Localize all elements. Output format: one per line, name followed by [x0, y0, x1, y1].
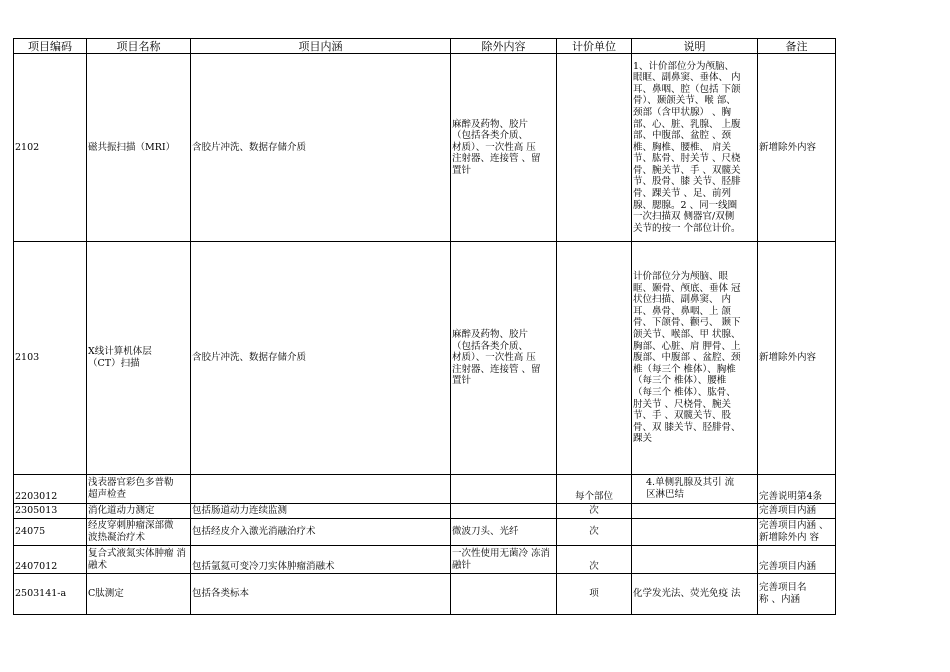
- header-name: 项目名称: [87, 39, 191, 54]
- cell-unit: 次: [557, 519, 632, 546]
- cell-note: 4.单侧乳腺及其引 流 区淋巴结: [632, 475, 758, 504]
- cell-content: 含胶片冲洗、数据存储介质: [191, 54, 451, 242]
- cell-excluded: 一次性使用无菌冷 冻消 融针: [451, 546, 557, 574]
- table-row: [14, 475, 836, 504]
- header-code: 项目编码: [14, 39, 87, 54]
- cell-excluded: [451, 574, 557, 615]
- table-header-row: [14, 39, 836, 54]
- cell-name: 经皮穿刺肿瘤深部微 波热凝治疗术: [87, 519, 191, 546]
- header-content: 项目内涵: [191, 39, 451, 54]
- cell-note: 1、计价部位分为颅脑、 眼眶、副鼻窦、垂体、 内 耳、鼻咽、腔（包括 下颌 骨）、颞颌关节、喉 部、 颈部（含甲状腺） 、胸 部、心、脏、乳腺、 上腹 部、中腹部、盆腔 、颈 椎、胸椎、腰椎、 肩关 节、肱骨、肘关节 、尺桡 骨、腕关节、手 、双髋关 节、股骨、膝 关节、胫腓 骨、踝关节 、足、前列 腺、腮腺。2 、同一线圈 一次扫描双 侧器官/双侧 关节的按一 个部位计价。: [632, 54, 758, 242]
- cell-content: [191, 475, 451, 504]
- cell-code: 2305013: [14, 504, 87, 519]
- cell-name: 消化道动力测定: [87, 504, 191, 519]
- table-row: [14, 574, 836, 615]
- cell-note: [632, 504, 758, 519]
- cell-note: 化学发光法、荧光免疫 法: [632, 574, 758, 615]
- header-note: 说明: [632, 39, 758, 54]
- cell-code: 2203012: [14, 475, 87, 504]
- cell-remark: 完善项目名 称 、内涵: [758, 574, 836, 615]
- table-row: [14, 54, 836, 242]
- fee-item-table: [13, 38, 836, 615]
- header-excluded: 除外内容: [451, 39, 557, 54]
- cell-name: 复合式液氮实体肿瘤 消 融术: [87, 546, 191, 574]
- cell-remark: 完善项目内涵: [758, 504, 836, 519]
- cell-code: 2503141-a: [14, 574, 87, 615]
- cell-code: 24075: [14, 519, 87, 546]
- cell-note: 计价部位分为颅脑、眼 眶、颞骨、颅底、垂体 冠 状位扫描、副鼻窦、 内 耳、鼻骨、鼻咽、上 颌 骨、下颌骨、颧弓、 颞下 颌关节、喉部、甲 状腺、 胸部、心脏、肩 胛骨、上 腹部、中腹部 、盆腔、颈 椎（每三个 椎体）、胸椎 （每三个 椎体）、腰椎 （每三个 椎体）、肱骨、 肘关节 、尺桡骨、腕关 节、手 、双髋关节、股 骨、双 膝关节、胫腓骨、 踝关: [632, 242, 758, 475]
- cell-content: 包括各类标本: [191, 574, 451, 615]
- cell-name: 磁共振扫描（MRI）: [87, 54, 191, 242]
- header-unit: 计价单位: [557, 39, 632, 54]
- cell-code: 2102: [14, 54, 87, 242]
- table-row: [14, 519, 836, 546]
- cell-excluded: [451, 504, 557, 519]
- table-row: [14, 242, 836, 475]
- cell-code: 2407012: [14, 546, 87, 574]
- cell-remark: 新增除外内容: [758, 242, 836, 475]
- cell-code: 2103: [14, 242, 87, 475]
- cell-excluded: 麻醉及药物、胶片 （包括各类介质、 材质）、一次性高 压 注射器、连接管 、留 置针: [451, 242, 557, 475]
- cell-excluded: 微波刀头、光纤: [451, 519, 557, 546]
- cell-content: 包括氩氦可变冷刀实体肿瘤消融术: [191, 546, 451, 574]
- cell-name: 浅表器官彩色多普勒 超声检查: [87, 475, 191, 504]
- table-row: [14, 546, 836, 574]
- cell-excluded: [451, 475, 557, 504]
- cell-name: X线计算机体层 （CT）扫描: [87, 242, 191, 475]
- cell-remark: 新增除外内容: [758, 54, 836, 242]
- cell-remark: 完善说明第4条: [758, 475, 836, 504]
- cell-content: 含胶片冲洗、数据存储介质: [191, 242, 451, 475]
- cell-remark: 完善项目内涵 、 新增除外内 容: [758, 519, 836, 546]
- cell-excluded: 麻醉及药物、胶片 （包括各类介质、 材质）、一次性高 压 注射器、连接管 、留 置针: [451, 54, 557, 242]
- header-remark: 备注: [758, 39, 836, 54]
- cell-content: 包括肠道动力连续监测: [191, 504, 451, 519]
- cell-unit: 项: [557, 574, 632, 615]
- cell-content: 包括经皮介入激光消融治疗术: [191, 519, 451, 546]
- cell-unit: 次: [557, 546, 632, 574]
- cell-note: [632, 546, 758, 574]
- cell-note: [632, 519, 758, 546]
- cell-unit: [557, 54, 632, 242]
- cell-unit: 次: [557, 504, 632, 519]
- cell-name: C肽测定: [87, 574, 191, 615]
- cell-unit: 每个部位: [557, 475, 632, 504]
- table-row: [14, 504, 836, 519]
- cell-remark: 完善项目内涵: [758, 546, 836, 574]
- cell-unit: [557, 242, 632, 475]
